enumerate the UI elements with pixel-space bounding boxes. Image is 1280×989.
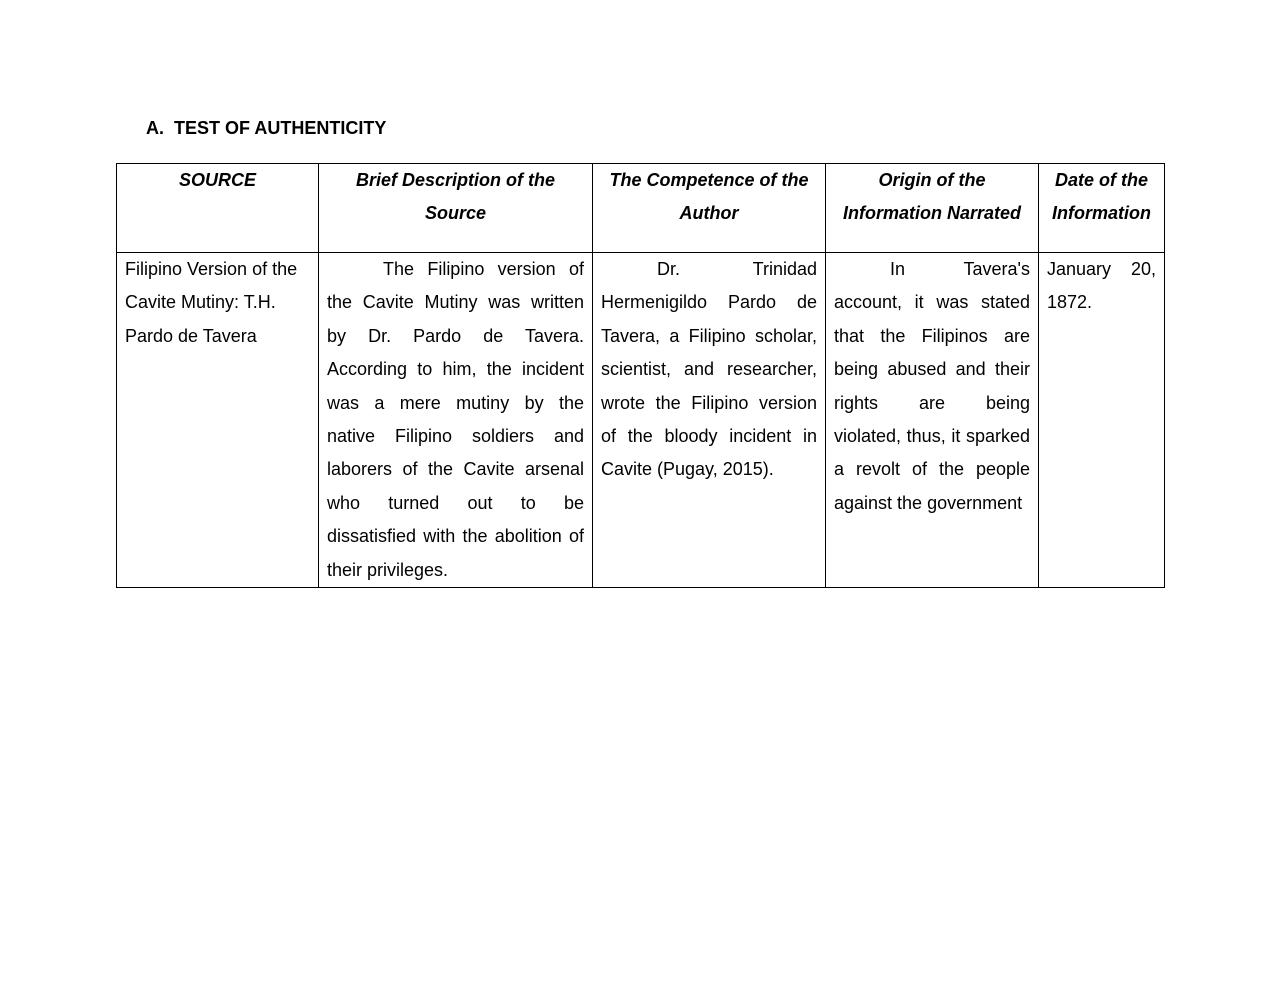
authenticity-table bbox=[116, 163, 1165, 588]
section-heading bbox=[146, 118, 386, 139]
header-author-competence: The Competence of the Author bbox=[593, 164, 826, 253]
header-information-origin: Origin of the Information Narrated bbox=[826, 164, 1039, 253]
section-marker: A. bbox=[146, 118, 164, 138]
cell-source: Filipino Version of the Cavite Mutiny: T.H. Pardo de Tavera bbox=[117, 253, 319, 588]
header-brief-description: Brief Description of the Source bbox=[319, 164, 593, 253]
table-row bbox=[117, 253, 1165, 588]
cell-brief-description: The Filipino version of the Cavite Mutiny was written by Dr. Pardo de Tavera. According to him, the incident was a mere mutiny by the native Filipino soldiers and laborers of the Cavite arsenal who turned out to be dissatisfied with the abolition of their privileges. bbox=[319, 253, 593, 588]
section-title: TEST OF AUTHENTICITY bbox=[174, 118, 387, 138]
header-source: SOURCE bbox=[117, 164, 319, 253]
cell-information-origin: In Tavera's account, it was stated that the Filipinos are being abused and their rights are being violated, thus, it sparked a revolt of the people against the government bbox=[826, 253, 1039, 588]
cell-information-date: January 20, 1872. bbox=[1039, 253, 1165, 588]
header-information-date: Date of the Information bbox=[1039, 164, 1165, 253]
table-header-row bbox=[117, 164, 1165, 253]
cell-author-competence: Dr. Trinidad Hermenigildo Pardo de Tavera, a Filipino scholar, scientist, and researcher, wrote the Filipino version of the bloody incident in Cavite (Pugay, 2015). bbox=[593, 253, 826, 588]
